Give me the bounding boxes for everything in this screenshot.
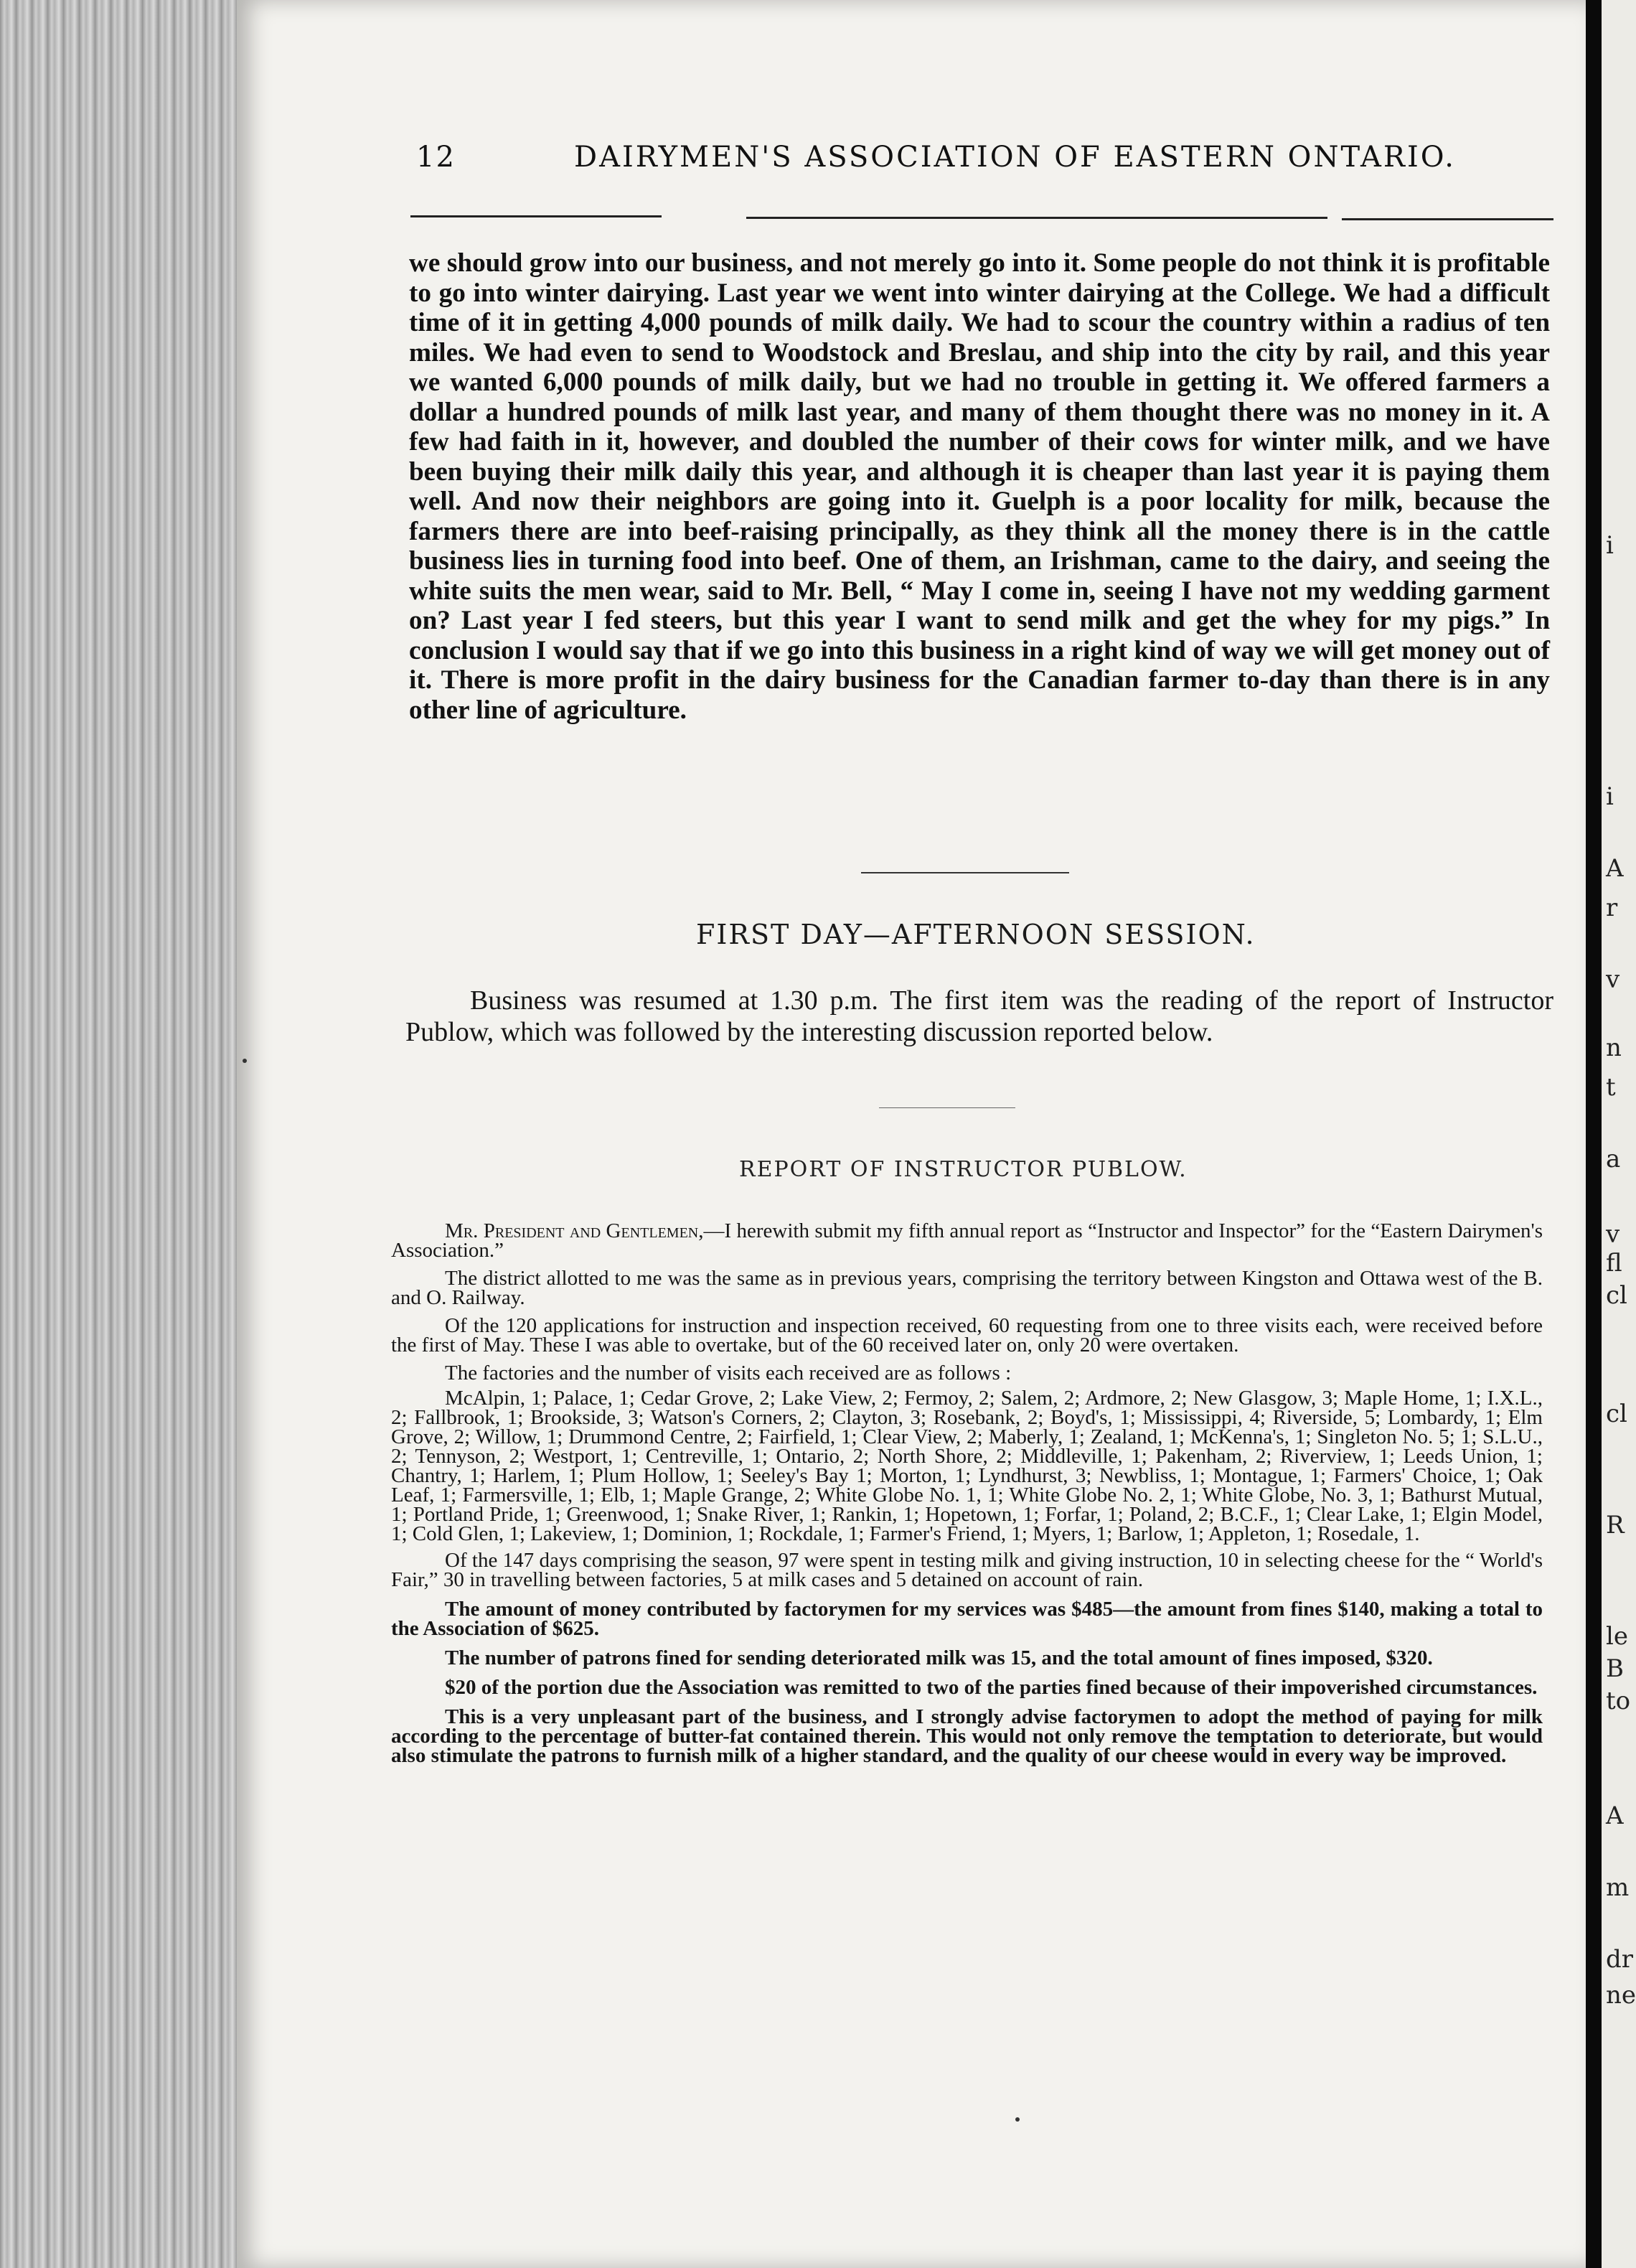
report-paragraph: This is a very unpleasant part of the business, and I strongly advise factorymen to adopt the method of paying for milk according to the percentage of butter-fat contained therein. This would not only remove the temptation to deteriorate, but would also stimulate the patrons to furnish milk of a higher standard, and the quality of our cheese would in every way be improved. <box>391 1705 1543 1767</box>
report-heading: REPORT OF INSTRUCTOR PUBLOW. <box>739 1157 1188 1182</box>
report-paragraph: Of the 120 applications for instruction and inspection received, 60 requesting from one to three visits each, were received before the first of May. These I was able to overtake, but of the 60 received later on, only 20 were overtaken. <box>391 1314 1543 1356</box>
report-paragraph: The amount of money contributed by factorymen for my services was $485—the amount from fines $140, making a total to the Association of $625. <box>391 1598 1543 1640</box>
report-paragraph: The factories and the number of visits each received are as follows : <box>445 1362 1012 1384</box>
running-header <box>416 141 1536 184</box>
adjacent-page-fragment: to <box>1606 1687 1631 1715</box>
book-page-edges <box>0 0 244 2268</box>
section-divider <box>861 872 1069 873</box>
scan-speck <box>1015 2117 1020 2122</box>
adjacent-page-fragment: v <box>1606 1220 1620 1249</box>
adjacent-page-fragment: R <box>1606 1511 1625 1540</box>
body-paragraph: we should grow into our business, and not merely go into it. Some people do not think it is profitable to go into winter dairying. Last year we went into winter dairying at the College. We had a difficult time of it in getting 4,000 pounds of milk daily. We had to scour the country within a radius of ten miles. We had even to send to Woodstock and Breslau, and ship into the city by rail, and this year we wanted 6,000 pounds of milk daily, but we had no trouble in getting it. We offered farmers a dollar a hundred pounds of milk last year, and many of them thought there was no money in it. A few had faith in it, however, and doubled the number of their cows for winter milk, and we have been buying their milk daily this year, and although it is cheaper than last year it is paying them well. And now their neighbors are going into it. Guelph is a poor locality for milk, because the farmers there are into beef-raising principally, as they think all the money there is in the cattle business lies in turning food into beef. One of them, an Irishman, came to the dairy, and seeing the white suits the men wear, said to Mr. Bell, “ May I come in, seeing I have not my wedding garment on? Last year I fed steers, but this year I want to send milk and get the whey for my pigs.” In conclusion I would say that if we go into this business in a right kind of way we will get money out of it. There is more profit in the dairy business for the Canadian farmer to-day than there is in any other line of agriculture. <box>409 248 1550 725</box>
adjacent-page-fragment: t <box>1606 1073 1616 1102</box>
session-heading: FIRST DAY—AFTERNOON SESSION. <box>696 919 1256 950</box>
adjacent-page-fragment: r <box>1606 894 1618 922</box>
adjacent-page-fragment: B <box>1606 1654 1624 1683</box>
salutation: Mr. President and Gentlemen, <box>445 1219 704 1242</box>
adjacent-page-fragment: A <box>1606 854 1624 883</box>
report-paragraph: $20 of the portion due the Association was remitted to two of the parties fined because of their impoverished circumstances. <box>445 1676 1538 1699</box>
adjacent-page-fragment: fl <box>1606 1249 1622 1278</box>
adjacent-page-fragment: A <box>1606 1801 1624 1830</box>
adjacent-page-fragment: m <box>1606 1873 1630 1902</box>
adjacent-page-fragment: ne <box>1606 1981 1636 2010</box>
session-paragraph: Business was resumed at 1.30 p.m. The first item was the reading of the report of Instructor Publow, which was followed by the interesting discussion reported below. <box>405 985 1553 1047</box>
header-rule <box>410 215 662 217</box>
adjacent-page-fragment: cl <box>1606 1400 1627 1428</box>
adjacent-page-strip <box>1602 0 1636 2268</box>
running-title: DAIRYMEN'S ASSOCIATION OF EASTERN ONTARIO. <box>574 141 1456 174</box>
scan-speck <box>243 1059 247 1063</box>
adjacent-page-fragment: le <box>1606 1622 1628 1651</box>
adjacent-page-fragment: dr <box>1606 1945 1634 1974</box>
header-rule <box>746 217 1327 219</box>
adjacent-page-fragment: i <box>1606 782 1614 811</box>
header-rule <box>1342 218 1553 220</box>
report-paragraph: The number of patrons fined for sending deteriorated milk was 15, and the total amount of fines imposed, $320. <box>445 1646 1433 1669</box>
report-paragraph: The district allotted to me was the same as in previous years, comprising the territory between Kingston and Ottawa west of the B. and O. Railway. <box>391 1267 1543 1309</box>
adjacent-page-fragment: v <box>1606 965 1620 994</box>
adjacent-page-fragment: cl <box>1606 1281 1627 1310</box>
page-number: 12 <box>416 141 456 174</box>
report-paragraph: —I herewith submit my fifth annual report as “Instructor and Inspector” for the “Eastern Dairymen's Association.” <box>391 1219 1543 1262</box>
adjacent-page-fragment: a <box>1606 1145 1621 1173</box>
section-divider <box>879 1107 1015 1108</box>
factory-list: McAlpin, 1; Palace, 1; Cedar Grove, 2; Lake View, 2; Fermoy, 2; Salem, 2; Ardmore, 2; New Glasgow, 3; Maple Home, 1; I.X.L., 2; Fallbrook, 1; Brookside, 3; Watson's Corners, 2; Clayton, 3; Rosebank, 2; Boyd's, 1; Mississippi, 4; Riverside, 5; Lombardy, 1; Elm Grove, 2; Willow, 1; Drummond Centre, 2; Fairfield, 1; Clear View, 2; Maberly, 1; Zealand, 1; McKenna's, 1; Singleton No. 5; 1; S.L.U., 2; Tennyson, 2; Westport, 1; Centreville, 1; Ontario, 2; North Shore, 2; Middleville, 1; Pakenham, 2; Riverview, 1; Leeds Union, 1; Chantry, 1; Harlem, 1; Plum Hollow, 1; Seeley's Bay 1; Morton, 1; Lyndhurst, 3; Newbliss, 1; Montague, 1; Farmers' Choice, 1; Oak Leaf, 1; Farmersville, 1; Elb, 1; Maple Grange, 2; White Globe No. 1, 1; White Globe No. 2, 1; White Globe, No. 3, 1; Bathurst Mutual, 1; Portland Pride, 1; Greenwood, 1; Snake River, 1; Rankin, 1; Hopetown, 1; Forfar, 1; Poland, 2; B.C.F., 1; Clear Lake, 1; Elgin Model, 1; Cold Glen, 1; Lakeview, 1; Dominion, 1; Rockdale, 1; Farmer's Friend, 1; Myers, 1; Barlow, 1; Appleton, 1; Rosedale, 1. <box>391 1387 1543 1545</box>
report-paragraph: Of the 147 days comprising the season, 97 were spent in testing milk and giving instruction, 10 in selecting cheese for the “ World's Fair,” 30 in travelling between factories, 5 at milk cases and 5 detained on account of rain. <box>391 1549 1543 1591</box>
adjacent-page-fragment: i <box>1606 531 1614 560</box>
adjacent-page-fragment: n <box>1606 1034 1622 1062</box>
report-body <box>391 1219 1543 1767</box>
